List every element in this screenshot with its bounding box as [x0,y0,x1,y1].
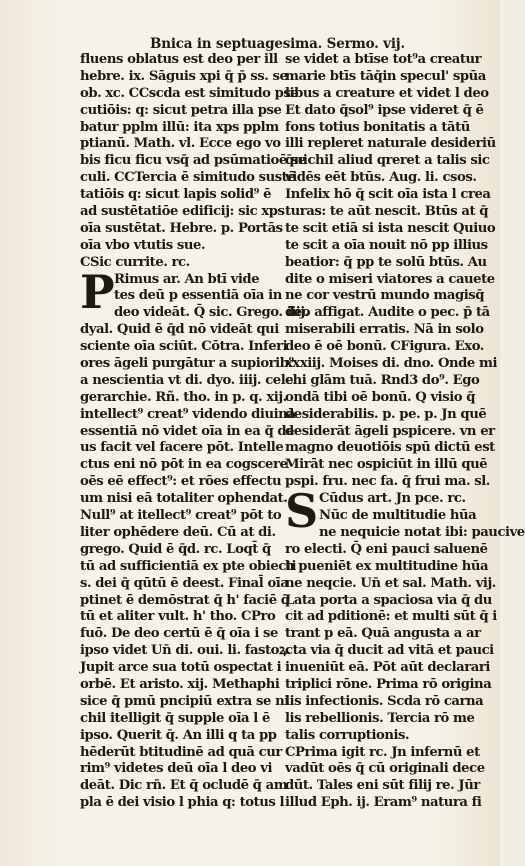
text-line: gerarchie. Rñ. tho. in p. q. xij. [80,389,287,405]
text-line: rim⁹ videtes deū oīa l deo vi [80,761,273,777]
text-line: te scit etiā si ista nescit Quiuo [285,220,496,236]
text-line: essentiā nō videt oīa in ea q̄ de [80,423,295,439]
text-line: triplici rōne. Prima rō origina [285,676,492,692]
text-line: pla ē dei visio l phia q: totus l [80,795,285,811]
text-line: tū et aliter vult. h' tho. CPro [80,609,276,625]
text-line: oīa vbo vtutis sue. [80,237,206,253]
drop-initial-p: P [80,264,115,319]
text-line: talis corruptionis. [285,727,410,743]
text-line: dyal. Quid ē q̄d nō videāt qui [80,322,279,338]
text-line: pspi. fru. nec fa. q̄ frui ma. sl. [285,474,490,490]
text-line: tes deū p essentiā oīa in [114,288,282,304]
text-line: hēderūt btitudinē ad quā cur [80,744,282,760]
text-line: tatiōis q: sicut lapis solid⁹ ē [80,187,272,203]
text-line: s. dei q̄ qūtū ē deest. Final̄ oīa [80,575,289,591]
text-line: Rimus ar. An btī vide [114,271,260,287]
text-line: orbē. Et aristo. xij. Methaphi [80,676,280,692]
text-line: chil itelligit q̄ supple oīa l ē [80,710,270,726]
text-line: fuō. De deo certū ē q̄ oīa i se [80,626,278,642]
text-line: ctus eni nō pōt in ea cogscere [80,457,288,473]
text-line: te scit a oīa nouit nō pp illius [285,237,488,253]
text-line: Mirāt nec ospiciūt in illū quē [285,457,488,473]
text-line: Nūc de multitudie hūa [319,508,477,524]
text-line: ipso videt Un̄ di. oui. li. fastoꝝ. [80,643,291,659]
text-line: ne neqcie. Un̄ et sal. Math. vij. [285,575,496,591]
text-line: ro electi. Q̄ eni pauci saluenē [285,541,488,557]
text-line: liter ophēdere deū. Cū at di. [80,524,276,540]
text-line: fons totius bonitatis a tātū [285,119,470,135]
text-line: illud Eph. ij. Eram⁹ natura fi [285,795,482,811]
text-line: ad sustētatiōe edificij: sic xps [80,204,285,220]
text-line: sciente oīa sciūt. Cōtra. Inferi [80,339,288,355]
text-line: Jupit arce sua totū ospectat i [80,660,282,676]
text-line: um nisi eā totaliter ophendat. [80,491,288,507]
text-line: desiderabilis. p. pe. p. Jn quē [285,406,487,422]
text-line: us facit vel facere pōt. Intelle [80,440,284,456]
left-lines-after [80,322,297,812]
text-line: xxxiij. Moises di. dno. Onde mi [285,356,498,372]
text-line: bis ficu ficu vsq̄ ad psūmatioē se [80,153,306,169]
right-initial-block [285,484,525,542]
text-line: fluens oblatus est deo per ill [80,52,278,67]
text-line: grego. Quid ē q̄d. rc. Loqt̄ q̄ [80,541,271,557]
running-header: Bnica in septuagesima. Sermo. vij. [150,36,405,52]
text-line: cta via q̄ ducit ad vitā et pauci [285,643,494,659]
text-line: oīa sustētat. Hebre. p. Portās [80,220,283,236]
text-line: magno deuotiōis spū dictū est [285,440,495,456]
text-line: a nescientia vt di. dyo. iiij. cele [80,372,294,388]
text-line: deo ē oē bonū. CFigura. Exo. [285,339,484,355]
text-line: CPrima igit rc. Jn infernū et [285,744,480,760]
text-line: ptianū. Math. vl. Ecce ego vo [80,136,281,152]
text-line: libus a creature et videt l deo [285,85,489,101]
text-line: ne cor vestrū mundo magisq̄ [285,288,485,304]
text-line: chi glām tuā. Rnd3 do⁹. Ego [285,372,480,388]
text-line: inueniūt eā. Pōt aūt declarari [285,660,490,676]
text-line: Et dato q̄sol⁹ ipse videret q̄ ē [285,102,484,118]
text-line: deāt. Dic rn̄. Et q̄ ocludē q̄ am [80,778,288,794]
drop-initial-s: S [285,484,318,539]
text-line: ores āgeli purgātur a supiorib⁹ [80,356,294,372]
text-line: Cūdus art. Jn pce. rc. [319,491,466,507]
right-lines-after [285,541,497,812]
text-line: q̄nichil aliud qreret a talis sic [285,153,490,169]
text-line: Null⁹ at itellect⁹ creat⁹ pōt to [80,508,282,524]
text-line: vidēs eēt btūs. Aug. li. csos. [285,170,477,186]
left-initial-block [80,264,309,323]
text-line: ipso. Querit q̄. An illi q ta pp [80,727,277,743]
text-line: trant p eā. Quā angusta a ar [285,626,481,642]
text-line: miserabili erratis. Nā in solo [285,322,484,338]
text-line: lis rebellionis. Tercia rō me [285,710,475,726]
text-line: cutiōis: q: sicut petra illa pse [80,102,282,118]
text-line: CSic currite. rc. [80,254,190,270]
text-line: dite o miseri viatores a cauete [285,271,495,287]
text-line: ne nequicie notat ibi: paucive [319,524,525,540]
left-lines-before [80,52,306,272]
text-line: Lata porta a spaciosa via q̄ du [285,592,492,608]
text-line: deo affigat. Audite o pec. p̄ tā [285,305,490,321]
text-line: turas: te aūt nescit. Btūs at q̄ [285,204,488,220]
text-line: ondā tibi oē bonū. Q visio q̄ [285,389,476,405]
text-line: h pueniēt ex multitudine hūa [285,558,489,574]
text-line: illi repleret naturale desideriū [285,136,496,152]
text-line: culi. CCTercia ē simitudo sustē [80,170,296,186]
left-column [80,52,309,812]
text-line: tū ad sufficientiā ex pte obiecti [80,558,297,574]
text-line: deo videāt. Q̄ sic. Grego. iiij. [114,305,309,321]
text-line: beatior: q̄ pp te solū btūs. Au [285,254,487,270]
text-line: desiderāt āgeli pspicere. vn er [285,423,495,439]
right-column [285,52,525,812]
text-line: Infelix hō q̄ scit oīa ista l crea [285,187,491,203]
text-line: ob. xc. CCscda est simitudo pse [80,85,299,101]
text-line: sice q̄ pmū pncipiū extra se ni [80,693,289,709]
text-line: ptinet ē demōstrat q̄ h' faciē q̄ [80,592,290,608]
text-line: dūt. Tales eni sūt filij re. Jūr [285,778,480,794]
text-line: batur pplm illū: ita xps pplm [80,119,279,135]
text-line: marie btīs tāq̄in specul' spūa [285,68,486,84]
text-line: se videt a btīse tot⁹a creatur [285,52,482,67]
text-line: lis infectionis. Scda rō carna [285,693,484,709]
text-line: oēs eē effect⁹: et rōes effectu [80,474,282,490]
right-lines-before [285,52,498,491]
text-line: hebre. ix. Sāguis xpi q̄ p̄ ss. se [80,68,288,84]
text-line: vadūt oēs q̄ cū originali dece [285,761,485,777]
text-line: cit ad pditionē: et multi sūt q̄ i [285,609,497,625]
text-line: intellect⁹ creat⁹ videndo diuinā [80,406,296,422]
